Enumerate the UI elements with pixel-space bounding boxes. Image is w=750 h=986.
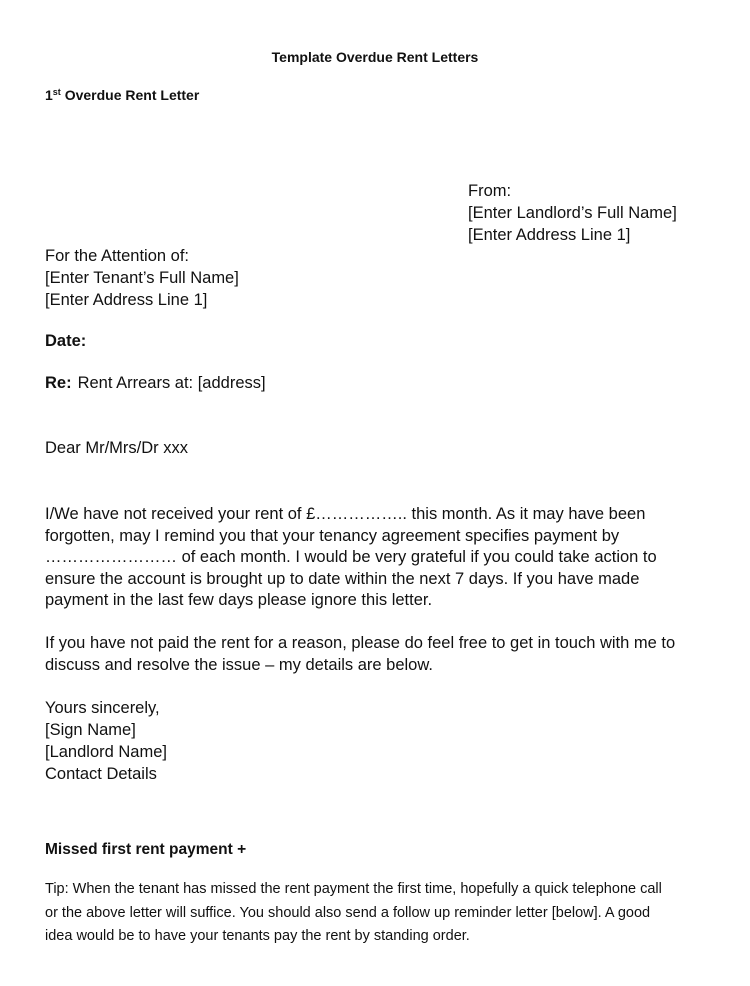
tip-line: or the above letter will suffice. You should also send a follow up reminder letter [below]. A good (45, 904, 651, 921)
tip-paragraph (45, 878, 715, 949)
sender-address: [Enter Address Line 1] (468, 226, 631, 244)
letter-heading (45, 87, 199, 103)
sender-block (468, 180, 677, 246)
letter-heading-number: 1 (45, 87, 53, 103)
paragraph-line: payment in the last few days please ignore this letter. (45, 591, 433, 610)
paragraph-line: I/We have not received your rent of £…………….. this month. As it may have been (45, 505, 646, 523)
salutation: Dear Mr/Mrs/Dr xxx (45, 439, 188, 457)
document-title: Template Overdue Rent Letters (271, 49, 479, 65)
paragraph-line: forgotten, may I remind you that your tenancy agreement specifies payment by (45, 526, 620, 545)
body-paragraph-2 (45, 633, 715, 676)
paragraph-line: discuss and resolve the issue – my details are below. (45, 655, 433, 674)
subject-line (45, 374, 266, 393)
section-heading: Missed first rent payment + (45, 841, 247, 858)
sign-name: [Sign Name] (45, 721, 136, 739)
letter-heading-text: Overdue Rent Letter (60, 87, 200, 103)
contact-details: Contact Details (45, 765, 157, 783)
tip-line: Tip: When the tenant has missed the rent payment the first time, hopefully a quick telephone call (45, 881, 662, 897)
subject-label: Re: (45, 374, 72, 392)
recipient-label: For the Attention of: (45, 247, 190, 265)
date-label: Date: (45, 332, 87, 350)
body-paragraph-1 (45, 504, 715, 612)
recipient-block (45, 245, 239, 311)
subject-text: Rent Arrears at: [address] (77, 374, 266, 392)
sender-name: [Enter Landlord’s Full Name] (468, 204, 677, 222)
sender-label: From: (468, 182, 512, 200)
landlord-name: [Landlord Name] (45, 743, 167, 761)
recipient-name: [Enter Tenant’s Full Name] (45, 269, 239, 287)
recipient-address: [Enter Address Line 1] (45, 291, 208, 309)
tip-line: idea would be to have your tenants pay the rent by standing order. (45, 928, 470, 944)
paragraph-line: ensure the account is brought up to date within the next 7 days. If you have made (45, 569, 640, 588)
closing: Yours sincerely, (45, 699, 160, 717)
letter-heading-superscript: st (52, 87, 61, 97)
paragraph-line: …………………… of each month. I would be very grateful if you could take action to (45, 548, 657, 567)
paragraph-line: If you have not paid the rent for a reason, please do feel free to get in touch with me to (45, 634, 676, 652)
signoff-block (45, 697, 167, 785)
